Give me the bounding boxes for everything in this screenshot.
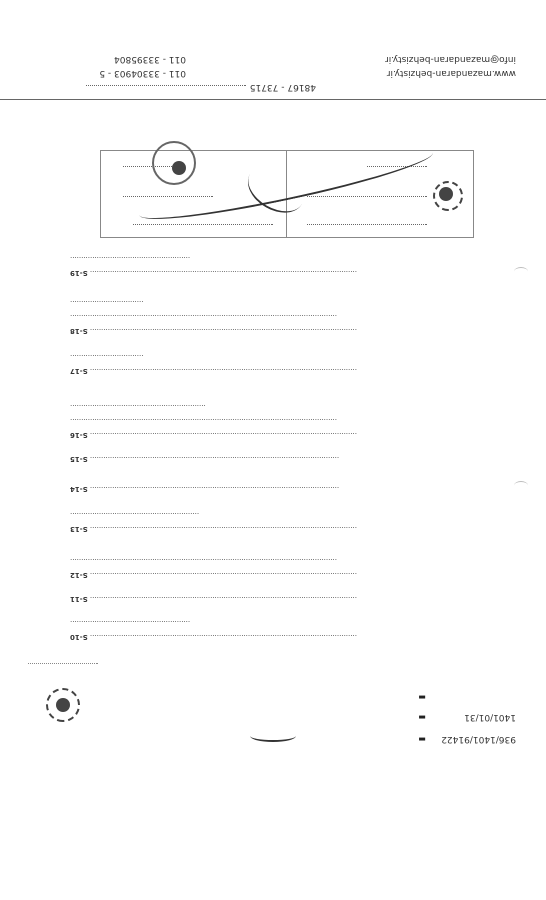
scan-mark: [514, 481, 528, 490]
paragraph-s15-line1: S-15 ................................................................................................................: [70, 455, 340, 463]
header-label-attachment: ▬: [418, 693, 426, 702]
organization-name-logo: [28, 663, 98, 686]
paragraph-s12-line2: ........................................................................................................................: [70, 557, 338, 565]
header-label-date: ▬: [418, 713, 426, 722]
organization-emblem-icon: [46, 688, 80, 722]
signer-name-1: [307, 224, 427, 225]
footer-fax: 011 - 33395804: [114, 54, 186, 64]
paragraph-s18-line3: .................................: [70, 299, 144, 307]
item-code: S-14: [70, 485, 88, 493]
paragraph-s14-line1: S-14 ................................................................................................................: [70, 485, 340, 493]
item-code: S-10: [70, 633, 88, 641]
paragraph-s11-line1: S-11 ........................................................................................................................: [70, 595, 357, 603]
paragraph-s10-line1: S-10 ........................................................................................................................: [70, 633, 357, 641]
paragraph-s10-line2: ......................................................: [70, 619, 191, 627]
paragraph-s16-line3: .............................................................: [70, 403, 206, 411]
paragraph-s16-line1: S-16 ........................................................................................................................: [70, 431, 357, 439]
stamp-seal-icon: [152, 141, 196, 185]
paragraph-s18-line2: ........................................................................................................................: [70, 313, 338, 321]
paragraph-s16-line2: ........................................................................................................................: [70, 417, 338, 425]
item-code: S-17: [70, 367, 88, 375]
paragraph-s19-line2: ......................................................: [70, 255, 191, 263]
letter-number: 936/1401/91422: [441, 734, 516, 744]
header-label-number: ▬: [418, 735, 426, 744]
paragraph-s18-line1: S-18 ........................................................................................................................: [70, 327, 357, 335]
item-code: S-19: [70, 269, 88, 277]
footer-postal-code: 48167 - 73715: [249, 82, 316, 92]
paragraph-s17-line1: S-17 ........................................................................................................................: [70, 367, 357, 375]
item-code: S-18: [70, 327, 88, 335]
footer-address-line: [86, 85, 246, 86]
item-code: S-12: [70, 571, 88, 579]
signer-name-4: [133, 224, 273, 225]
item-code: S-15: [70, 455, 88, 463]
item-code: S-13: [70, 525, 88, 533]
signer-name-2: [307, 196, 427, 197]
paragraph-s13-line2: ..........................................................: [70, 511, 200, 519]
header-signature: [250, 730, 296, 742]
footer-phone: 011 - 33304903 - 5: [99, 68, 186, 78]
footer-divider: [0, 99, 546, 100]
footer-email: info@mazandaran-behzisty.ir: [384, 54, 516, 64]
scan-mark: [514, 267, 528, 276]
paragraph-s13-line1: S-13 ........................................................................................................................: [70, 525, 357, 533]
footer-website: www.mazandaran-behzisty.ir: [386, 68, 516, 78]
letter-date: 1401/01/31: [464, 712, 516, 722]
organization-emblem-icon: [433, 181, 463, 211]
item-code: S-16: [70, 431, 88, 439]
paragraph-s19-line1: S-19 ........................................................................................................................: [70, 269, 357, 277]
item-code: S-11: [70, 595, 88, 603]
paragraph-s17-line2: .................................: [70, 353, 144, 361]
paragraph-s12-line1: S-12 ........................................................................................................................: [70, 571, 357, 579]
